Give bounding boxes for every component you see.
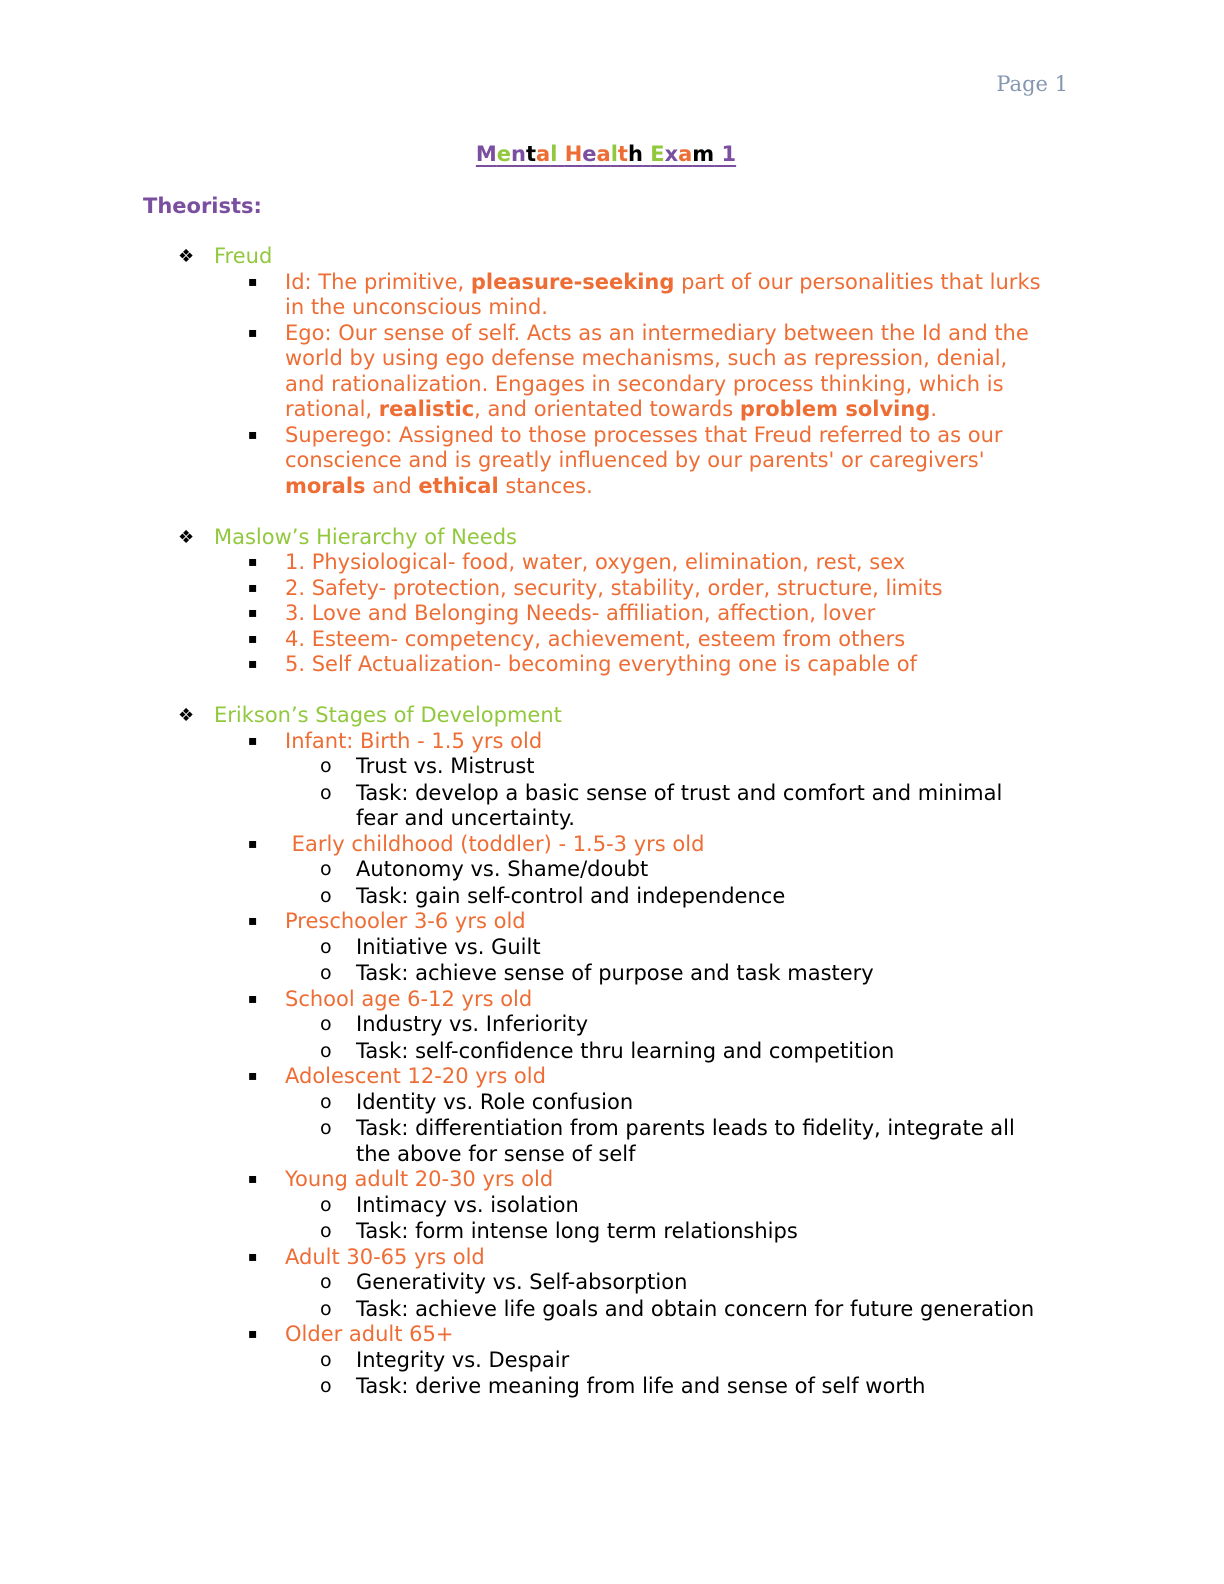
circle-bullet-icon: o (320, 935, 332, 958)
stage-conflict: Initiative vs. Guilt (356, 934, 541, 959)
list-item (0, 1142, 1224, 1168)
ego-text-line1: Ego: Our sense of self. Acts as an intermediary between the Id and the (285, 320, 1029, 345)
title-letter: a (596, 142, 611, 166)
maslow-need: 3. Love and Belonging Needs- affiliation, affection, lover (285, 601, 876, 625)
list-item (0, 909, 1224, 935)
circle-bullet-icon: o (320, 755, 332, 777)
stage-label: Adult 30-65 yrs old (285, 1244, 485, 1269)
square-bullet-icon: ▪ (248, 990, 258, 1007)
list-item-id (0, 270, 1224, 296)
stage-conflict: Autonomy vs. Shame/doubt (356, 857, 649, 881)
circle-bullet-icon: o (320, 1271, 332, 1293)
maslow-section (0, 525, 1224, 678)
superego-bold-ethical: ethical (418, 473, 499, 498)
circle-bullet-icon: o (320, 1193, 332, 1216)
square-bullet-icon: ▪ (248, 1171, 258, 1187)
stage-task-cont: the above for sense of self (356, 1141, 636, 1166)
circle-bullet-icon: o (320, 858, 332, 880)
circle-bullet-icon: o (320, 1117, 332, 1139)
list-item (0, 987, 1224, 1013)
list-item (0, 1090, 1224, 1116)
circle-bullet-icon: o (320, 884, 332, 907)
list-item (0, 1064, 1224, 1090)
stage-conflict: Generativity vs. Self-absorption (356, 1270, 688, 1294)
square-bullet-icon: ▪ (248, 579, 258, 596)
square-bullet-icon: ▪ (248, 630, 258, 647)
stage-task-cont: fear and uncertainty. (356, 806, 575, 830)
circle-bullet-icon: o (320, 1348, 332, 1371)
list-item (0, 550, 1224, 576)
maslow-need: 2. Safety- protection, security, stability, order, structure, limits (285, 575, 943, 600)
circle-bullet-icon: o (320, 781, 332, 804)
title-letter: n (511, 142, 526, 166)
page-number: Page 1 (996, 72, 1068, 96)
list-item-freud (0, 244, 1224, 270)
list-item (0, 652, 1224, 678)
title-letter: M (475, 142, 497, 166)
list-item-ego (0, 321, 1224, 347)
list-item-id-cont (0, 295, 1224, 321)
stage-task: Task: self-confidence thru learning and competition (356, 1038, 895, 1063)
list-item (0, 1245, 1224, 1271)
ego-text-line4b: , and orientated towards (474, 397, 740, 421)
square-bullet-icon: ▪ (248, 273, 258, 290)
list-item (0, 601, 1224, 627)
stage-conflict: Intimacy vs. isolation (356, 1192, 579, 1217)
list-item (0, 1348, 1224, 1374)
square-bullet-icon: ▪ (248, 1068, 258, 1084)
title-letter: 1 (721, 142, 737, 166)
circle-bullet-icon: o (320, 1375, 332, 1397)
superego-text-line1: Superego: Assigned to those processes that Freud referred to as our (285, 422, 1003, 447)
square-bullet-icon: ▪ (248, 913, 258, 929)
stage-conflict: Integrity vs. Despair (356, 1347, 570, 1372)
list-item (0, 576, 1224, 602)
stage-label: Young adult 20-30 yrs old (285, 1167, 554, 1191)
list-item-ego-cont (0, 397, 1224, 423)
list-item (0, 1167, 1224, 1193)
ego-text-line4c: . (930, 397, 938, 421)
title-letter: a (536, 142, 551, 166)
erikson-section (0, 703, 1224, 1400)
title-letter: e (496, 142, 512, 166)
list-item-superego-cont (0, 448, 1224, 474)
square-bullet-icon: ▪ (248, 732, 258, 749)
diamond-bullet-icon: ❖ (178, 705, 195, 726)
superego-text-line2: conscience and is greatly influenced by our parents' or caregivers' (285, 448, 985, 472)
square-bullet-icon: ▪ (248, 554, 258, 570)
list-item (0, 1322, 1224, 1348)
stage-label: School age 6-12 yrs old (285, 986, 533, 1011)
erikson-heading: Erikson’s Stages of Development (214, 703, 562, 727)
freud-section (0, 244, 1224, 499)
circle-bullet-icon: o (320, 1297, 332, 1320)
list-item (0, 884, 1224, 910)
title-letter: m (692, 142, 715, 166)
stage-task: Task: derive meaning from life and sense of self worth (356, 1374, 926, 1398)
list-item (0, 1012, 1224, 1038)
ego-text-line3: and rationalization. Engages in secondary process thinking, which is (285, 371, 1004, 396)
section-heading-theorists: Theorists: (143, 194, 262, 218)
list-item (0, 961, 1224, 987)
title-letter: t (525, 142, 537, 166)
title-letter: e (582, 142, 597, 166)
diamond-bullet-icon: ❖ (178, 246, 195, 267)
list-item (0, 1374, 1224, 1400)
stage-task: Task: develop a basic sense of trust and comfort and minimal (356, 780, 1003, 805)
list-item (0, 832, 1224, 858)
maslow-need: 4. Esteem- competency, achievement, esteem from others (285, 626, 906, 651)
title-letter: H (564, 142, 583, 166)
list-item-erikson (0, 703, 1224, 729)
stage-conflict: Identity vs. Role confusion (356, 1089, 634, 1114)
circle-bullet-icon: o (320, 1039, 332, 1062)
title-letter: t (617, 142, 628, 166)
square-bullet-icon: ▪ (248, 605, 258, 621)
circle-bullet-icon: o (320, 962, 332, 984)
stage-task: Task: form intense long term relationships (356, 1219, 798, 1243)
circle-bullet-icon: o (320, 1090, 332, 1113)
stage-task: Task: achieve life goals and obtain concern for future generation (356, 1296, 1035, 1321)
circle-bullet-icon: o (320, 1013, 332, 1035)
maslow-heading: Maslow’s Hierarchy of Needs (214, 524, 517, 549)
list-item (0, 1219, 1224, 1245)
square-bullet-icon: ▪ (248, 656, 258, 672)
id-text-cont: part of our personalities that lurks (674, 269, 1041, 294)
maslow-need: 1. Physiological- food, water, oxygen, elimination, rest, sex (285, 550, 906, 574)
maslow-need: 5. Self Actualization- becoming everything one is capable of (285, 652, 917, 676)
freud-heading: Freud (214, 244, 273, 268)
list-item (0, 781, 1224, 807)
list-item-superego (0, 423, 1224, 449)
list-item (0, 857, 1224, 883)
list-item (0, 806, 1224, 832)
diamond-bullet-icon: ❖ (178, 526, 195, 548)
square-bullet-icon: ▪ (248, 1248, 258, 1265)
stage-label: Infant: Birth - 1.5 yrs old (285, 728, 543, 753)
stage-label: Early childhood (toddler) - 1.5-3 yrs old (285, 831, 705, 856)
list-item (0, 1270, 1224, 1296)
square-bullet-icon: ▪ (248, 1326, 258, 1342)
title-letter: h (627, 142, 643, 166)
title-letter: l (550, 142, 558, 166)
id-text: Id: The primitive, (285, 269, 471, 294)
stage-task: Task: differentiation from parents leads to fidelity, integrate all (356, 1116, 1015, 1140)
list-item-maslow (0, 525, 1224, 551)
list-item-superego-cont (0, 474, 1224, 500)
title-letter: E (650, 142, 665, 166)
title-letter (557, 142, 564, 166)
ego-text-line2: world by using ego defense mechanisms, such as repression, denial, (285, 346, 1008, 370)
title-letter (714, 142, 721, 166)
list-item (0, 1297, 1224, 1323)
stage-label: Preschooler 3-6 yrs old (285, 909, 526, 933)
list-item (0, 729, 1224, 755)
stage-task: Task: achieve sense of purpose and task mastery (356, 961, 874, 985)
id-text-line2: in the unconscious mind. (285, 295, 548, 319)
document-body (0, 244, 1224, 1425)
square-bullet-icon: ▪ (248, 324, 258, 341)
id-bold: pleasure-seeking (470, 269, 675, 294)
stage-conflict: Trust vs. Mistrust (356, 754, 535, 778)
ego-text-line4: rational, (285, 397, 379, 421)
square-bullet-icon: ▪ (248, 426, 258, 443)
list-item (0, 1116, 1224, 1142)
title-letter: x (664, 142, 679, 166)
list-item (0, 935, 1224, 961)
square-bullet-icon: ▪ (248, 835, 258, 852)
title-letter: a (678, 142, 693, 166)
stage-label: Older adult 65+ (285, 1322, 454, 1346)
superego-bold-morals: morals (285, 473, 366, 498)
document-title (0, 142, 1212, 166)
superego-text-line3: and (365, 473, 419, 498)
list-item-ego-cont (0, 346, 1224, 372)
stage-label: Adolescent 12-20 yrs old (285, 1064, 546, 1088)
ego-bold-realistic: realistic (378, 397, 475, 421)
list-item-ego-cont (0, 372, 1224, 398)
list-item (0, 754, 1224, 780)
title-letter: l (610, 142, 618, 166)
list-item (0, 1193, 1224, 1219)
superego-text-line3b: stances. (498, 473, 593, 498)
list-item (0, 1039, 1224, 1065)
ego-bold-problem-solving: problem solving (739, 397, 931, 421)
stage-conflict: Industry vs. Inferiority (356, 1012, 589, 1036)
circle-bullet-icon: o (320, 1220, 332, 1242)
list-item (0, 627, 1224, 653)
stage-task: Task: gain self-control and independence (356, 883, 786, 908)
